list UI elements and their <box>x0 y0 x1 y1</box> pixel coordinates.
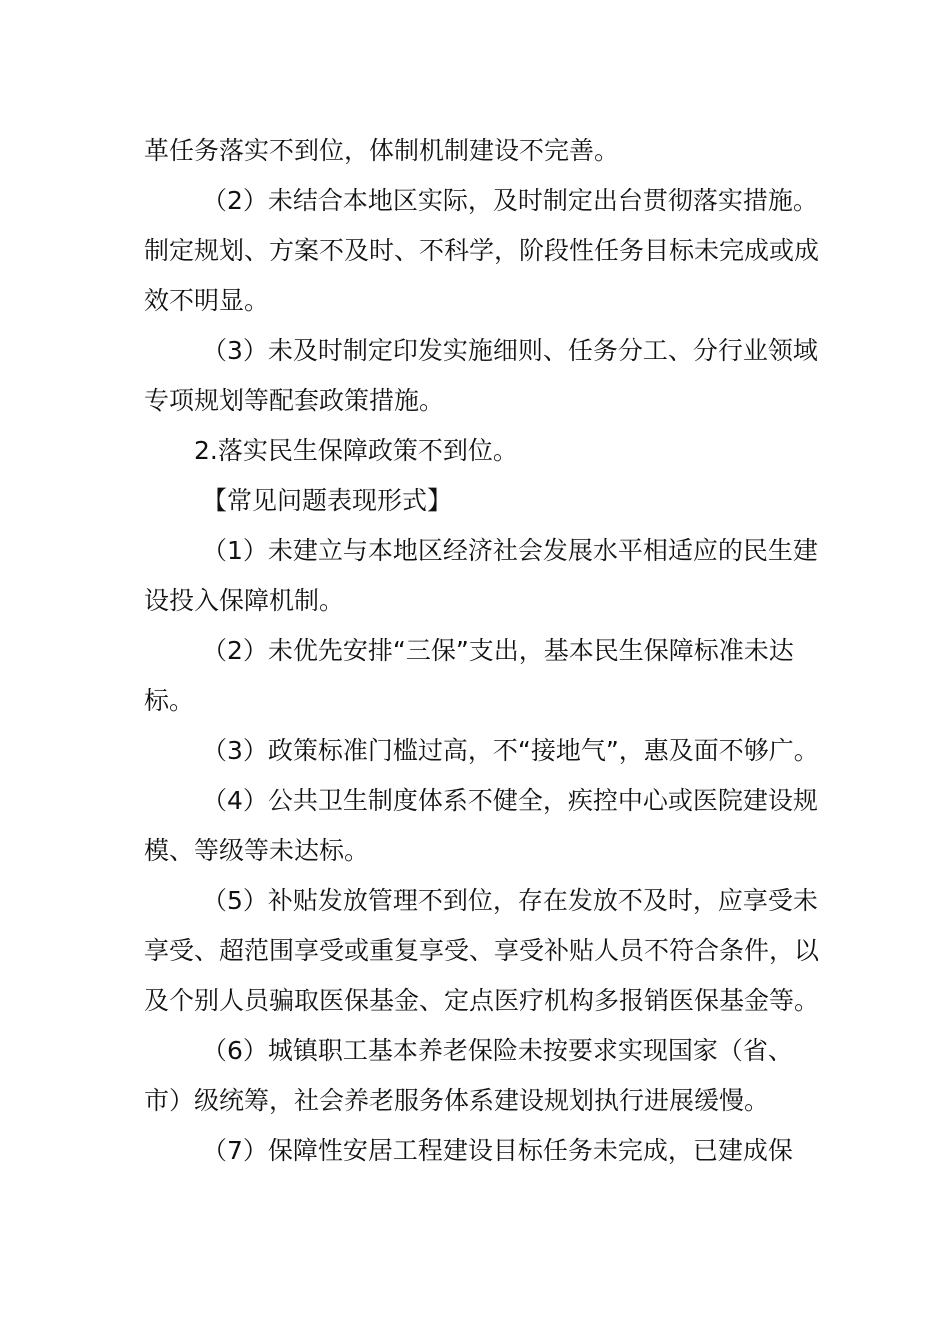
paragraph-item-3b: （3）政策标准门槛过高，不“接地气”，惠及面不够广。 <box>202 736 819 765</box>
paragraph-item-5: （5）补贴发放管理不到位，存在发放不及时，应享受未享受、超范围享受或重复享受、享受补贴人员不符合条件，以及个别人员骗取医保基金、定点医疗机构多报销医保基金等。 <box>144 886 820 1015</box>
document-body <box>144 126 824 1176</box>
subheading-common-issues: 【常见问题表现形式】 <box>202 486 453 515</box>
paragraph-item-2: （2）未结合本地区实际，及时制定出台贯彻落实措施。制定规划、方案不及时、不科学，阶段性任务目标未完成或成效不明显。 <box>144 186 820 315</box>
paragraph-item-3: （3）未及时制定印发实施细则、任务分工、分行业领域专项规划等配套政策措施。 <box>144 336 818 415</box>
paragraph-item-2b: （2）未优先安排“三保”支出，基本民生保障标准未达标。 <box>144 636 794 715</box>
paragraph-item-6: （6）城镇职工基本养老保险未按要求实现国家（省、市）级统筹，社会养老服务体系建设规划执行进展缓慢。 <box>144 1036 793 1115</box>
paragraph-continuation: 革任务落实不到位，体制机制建设不完善。 <box>144 136 620 165</box>
paragraph-item-4: （4）公共卫生制度体系不健全，疾控中心或医院建设规模、等级等未达标。 <box>144 786 818 865</box>
paragraph-item-7: （7）保障性安居工程建设目标任务未完成，已建成保 <box>202 1136 793 1165</box>
section-heading: 2.落实民生保障政策不到位。 <box>194 436 518 465</box>
paragraph-item-1: （1）未建立与本地区经济社会发展水平相适应的民生建设投入保障机制。 <box>144 536 818 615</box>
